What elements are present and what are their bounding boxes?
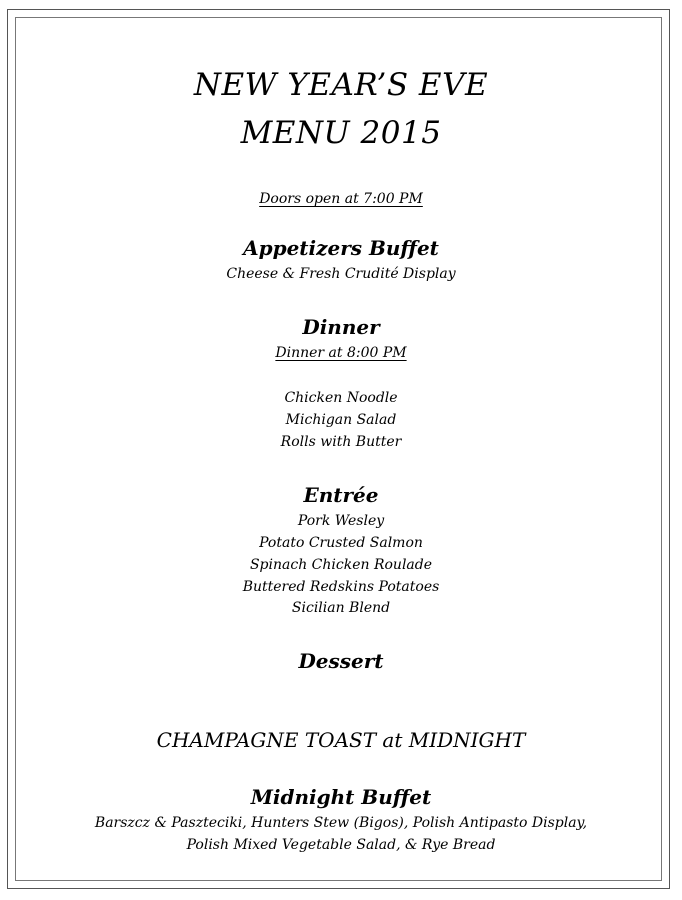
dinner-item: Michigan Salad — [285, 412, 397, 428]
entree-item: Sicilian Blend — [291, 600, 391, 616]
entree-item: Spinach Chicken Roulade — [249, 557, 433, 573]
midnight-buffet-heading: Midnight Buffet — [250, 785, 432, 809]
dinner-heading: Dinner — [302, 315, 380, 339]
dinner-item: Rolls with Butter — [280, 434, 402, 450]
doors-open-text: Doors open at 7:00 PM — [259, 191, 423, 207]
menu-title-line2: MENU 2015 — [240, 115, 442, 151]
entree-item: Pork Wesley — [297, 513, 385, 529]
dessert-heading: Dessert — [298, 649, 384, 673]
midnight-buffet-item: Polish Mixed Vegetable Salad, & Rye Bread — [186, 837, 496, 853]
entree-item: Potato Crusted Salmon — [259, 535, 423, 551]
appetizer-item: Cheese & Fresh Crudité Display — [226, 266, 456, 282]
entree-heading: Entrée — [303, 483, 379, 507]
midnight-buffet-item: Barszcz & Paszteciki, Hunters Stew (Bigos), Polish Antipasto Display, — [94, 815, 588, 831]
entree-item: Buttered Redskins Potatoes — [242, 579, 440, 595]
menu-title-line1: NEW YEAR’S EVE — [193, 67, 489, 103]
dinner-item: Chicken Noodle — [284, 390, 398, 406]
dinner-time-text: Dinner at 8:00 PM — [275, 345, 407, 361]
appetizers-heading: Appetizers Buffet — [243, 236, 439, 260]
champagne-toast-text: CHAMPAGNE TOAST at MIDNIGHT — [156, 728, 526, 752]
